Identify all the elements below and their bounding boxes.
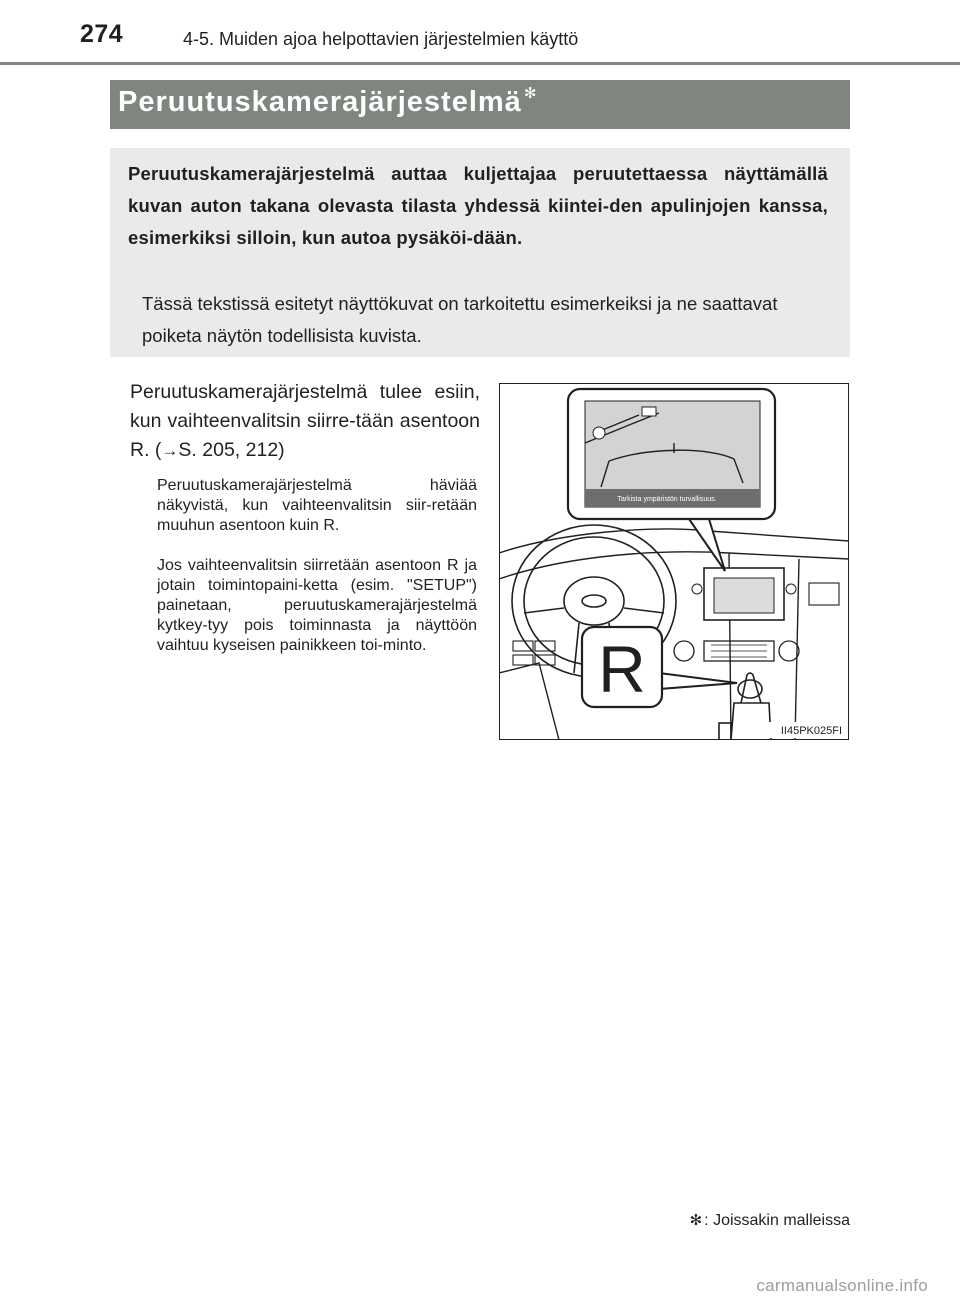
footnote-text: : Joissakin malleissa: [704, 1212, 850, 1229]
footnote-marker-icon: ✻: [523, 85, 538, 102]
page-reference-link[interactable]: S. 205, 212): [178, 439, 285, 461]
sub-paragraph-hide: Peruutuskamerajärjestelmä häviää näkyvistä, kun vaihteenvalitsin siir-retään muuhun asentoon kuin R.: [157, 477, 477, 534]
display-unit-icon: [692, 568, 796, 620]
gear-letter: R: [598, 632, 646, 706]
dashboard-drawing: [499, 383, 849, 740]
body-text-start: Peruutuskamerajärjestelmä tulee esiin, kun vaihteenvalitsin siirre-tään asentoon R. (: [130, 381, 480, 461]
header-divider: [0, 62, 960, 65]
footnote: [690, 1211, 850, 1230]
intro-paragraph: Peruutuskamerajärjestelmä auttaa kuljettajaa peruutettaessa näyttämällä kuvan auton takana olevasta tilasta yhdessä kiintei-den apulinjojen kanssa, esimerkiksi silloin, kun autoa pysäköi-dään.: [128, 163, 828, 248]
section-title: [118, 86, 537, 119]
section-title-text: Peruutuskamerajärjestelmä: [118, 86, 522, 118]
section-title-bar: [110, 80, 850, 129]
body-paragraph: [130, 378, 480, 465]
figure-code: II45PK025FI: [780, 725, 842, 737]
gear-position-callout: [582, 627, 662, 707]
footnote-marker-icon: ✻: [689, 1212, 703, 1229]
screen-caption: Tarkista ympäristön turvallisuus.: [617, 496, 717, 503]
page-reference-arrow-icon: →: [161, 441, 179, 460]
sub-paragraph-function-button: Jos vaihteenvalitsin siirretään asentoon R ja jotain toimintopaini-ketta (esim. "SETUP") painetaan, peruutuskamerajärjestelmä kytkey-tyy pois toiminnasta ja näyttöön vaihtuu kyseisen painikkeen toi-minto.: [157, 557, 477, 654]
watermark: carmanualsonline.info: [756, 1276, 928, 1295]
intro-box: [110, 148, 850, 357]
page-number: 274: [80, 20, 124, 48]
camera-view-callout: [568, 389, 775, 519]
intro-note: Tässä tekstissä esitetyt näyttökuvat on tarkoitettu esimerkeiksi ja ne saattavat poiketa näytön todellisista kuvista.: [142, 293, 778, 346]
section-reference: 4-5. Muiden ajoa helpottavien järjestelmien käyttö: [183, 29, 579, 49]
rear-camera-illustration: [499, 383, 849, 740]
